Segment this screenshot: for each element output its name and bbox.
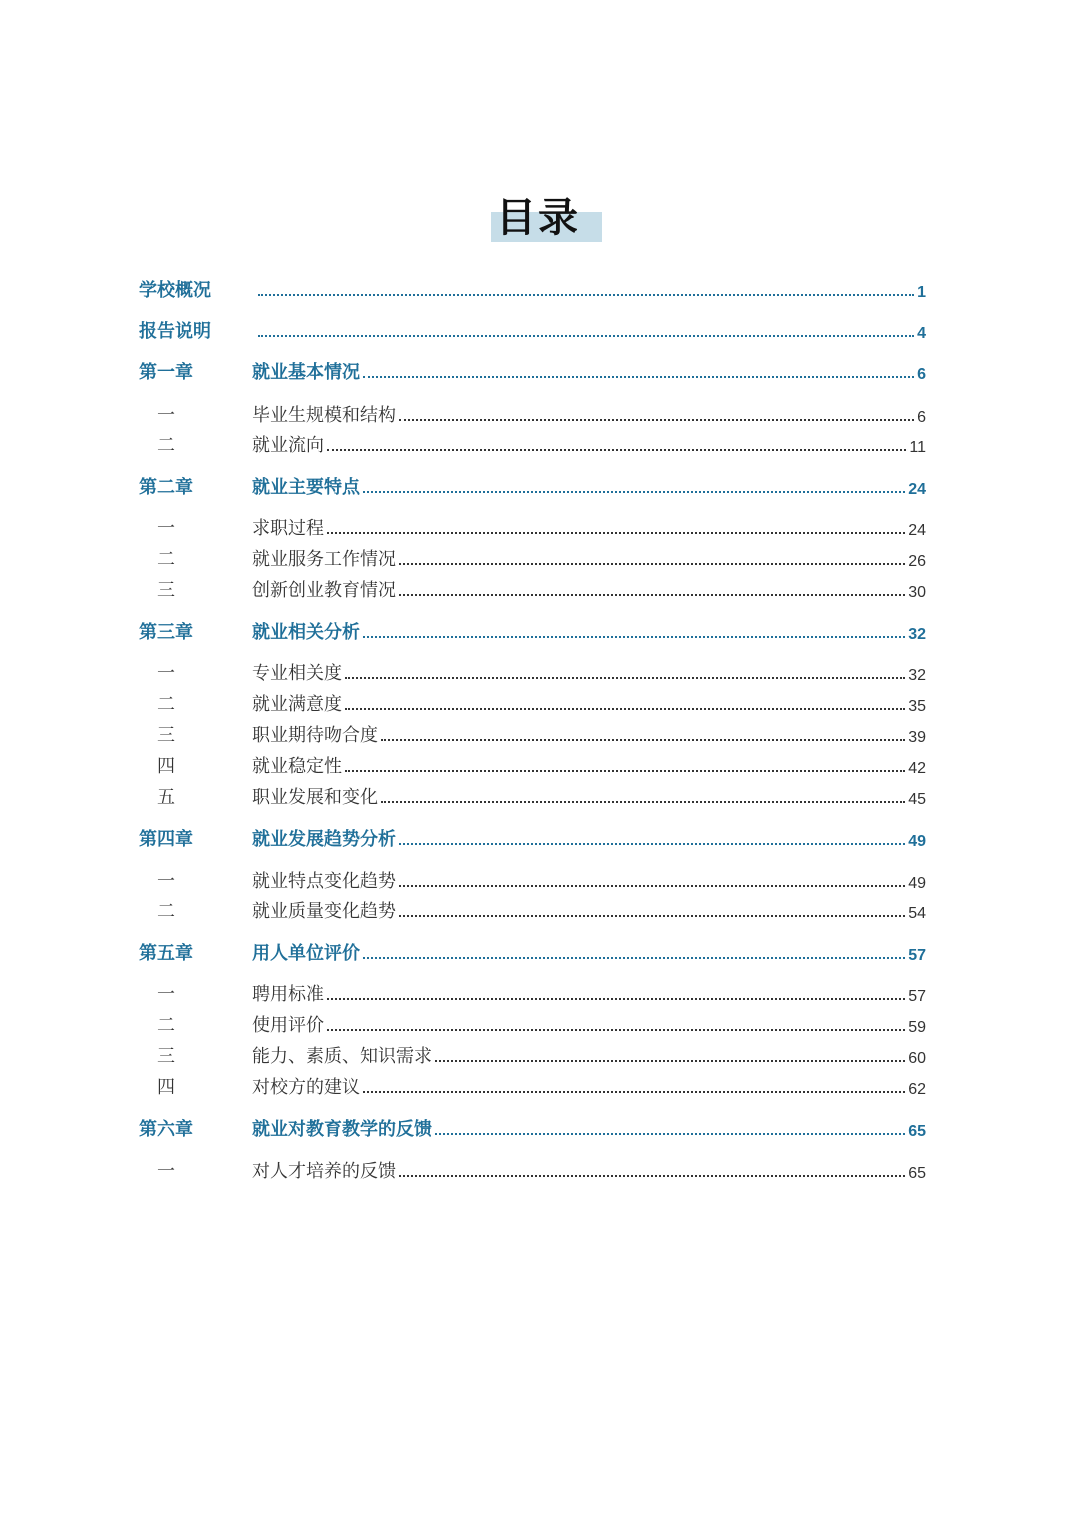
dot-leader (399, 885, 905, 887)
toc-entry-page-number: 6 (917, 409, 926, 426)
dot-leader (399, 563, 905, 565)
dot-leader (363, 957, 905, 959)
toc-entry-label: 使用评价 (252, 1015, 324, 1036)
toc-entry-page-number: 57 (908, 988, 926, 1005)
toc-entry-number: 第二章 (139, 477, 193, 498)
dot-leader (435, 1060, 905, 1062)
toc-entry-number: 五 (157, 787, 175, 808)
toc-entry-number: 一 (157, 405, 175, 426)
dot-leader (327, 1029, 905, 1031)
dot-leader (399, 594, 905, 596)
toc-entry-label: 求职过程 (252, 518, 324, 539)
toc-entry-label: 职业期待吻合度 (252, 725, 378, 746)
dot-leader (435, 1133, 905, 1135)
toc-chapter-entry[interactable] (139, 473, 926, 499)
toc-entry-label: 就业主要特点 (252, 477, 360, 498)
toc-entry-label: 职业发展和变化 (252, 787, 378, 808)
dot-leader (345, 677, 905, 679)
dot-leader (399, 419, 914, 421)
toc-entry-number: 第三章 (139, 622, 193, 643)
toc-entry-number: 一 (157, 1161, 175, 1182)
toc-subsection-entry[interactable] (139, 783, 926, 809)
toc-entry-number: 三 (157, 580, 175, 601)
toc-section-entry[interactable] (139, 276, 926, 302)
toc-entry-label: 就业服务工作情况 (252, 549, 396, 570)
toc-entry-number: 一 (157, 663, 175, 684)
dot-leader (327, 449, 906, 451)
toc-title-block (0, 192, 1080, 248)
toc-entry-label: 就业特点变化趋势 (252, 871, 396, 892)
toc-subsection-entry[interactable] (139, 545, 926, 571)
toc-entry-page-number: 26 (908, 553, 926, 570)
toc-entry-label: 对人才培养的反馈 (252, 1161, 396, 1182)
toc-entry-number: 二 (157, 435, 175, 456)
toc-entry-label: 创新创业教育情况 (252, 580, 396, 601)
toc-entry-number: 四 (157, 756, 175, 777)
toc-entry-page-number: 65 (908, 1165, 926, 1182)
toc-entry-page-number: 32 (908, 626, 926, 643)
toc-entry-label: 就业满意度 (252, 694, 342, 715)
toc-entry-number: 一 (157, 871, 175, 892)
toc-subsection-entry[interactable] (139, 980, 926, 1006)
toc-entry-page-number: 42 (908, 760, 926, 777)
toc-entry-number: 报告说明 (139, 321, 211, 342)
toc-entry-page-number: 11 (909, 439, 926, 456)
toc-entry-label: 就业相关分析 (252, 622, 360, 643)
page-title: 目录 (496, 195, 580, 241)
toc-entry-number: 第四章 (139, 829, 193, 850)
toc-entry-page-number: 30 (908, 584, 926, 601)
toc-subsection-entry[interactable] (139, 659, 926, 685)
toc-subsection-entry[interactable] (139, 401, 926, 427)
toc-chapter-entry[interactable] (139, 618, 926, 644)
toc-entry-label: 就业基本情况 (252, 362, 360, 383)
toc-subsection-entry[interactable] (139, 1073, 926, 1099)
dot-leader (345, 708, 905, 710)
toc-entry-page-number: 39 (908, 729, 926, 746)
toc-chapter-entry[interactable] (139, 1115, 926, 1141)
toc-entry-number: 二 (157, 901, 175, 922)
dot-leader (258, 294, 914, 296)
toc-entry-page-number: 60 (908, 1050, 926, 1067)
toc-entry-number: 一 (157, 518, 175, 539)
toc-entry-number: 三 (157, 725, 175, 746)
toc-entry-page-number: 1 (917, 284, 926, 301)
toc-entry-page-number: 45 (908, 791, 926, 808)
toc-entry-page-number: 32 (908, 667, 926, 684)
toc-entry-page-number: 24 (908, 481, 926, 498)
toc-entry-page-number: 49 (908, 833, 926, 850)
toc-entry-page-number: 65 (908, 1123, 926, 1140)
dot-leader (363, 1091, 905, 1093)
toc-subsection-entry[interactable] (139, 721, 926, 747)
dot-leader (399, 1175, 905, 1177)
toc-subsection-entry[interactable] (139, 1042, 926, 1068)
toc-chapter-entry[interactable] (139, 358, 926, 384)
toc-entry-label: 用人单位评价 (252, 943, 360, 964)
toc-chapter-entry[interactable] (139, 825, 926, 851)
toc-entry-number: 第六章 (139, 1119, 193, 1140)
dot-leader (399, 843, 905, 845)
toc-entry-page-number: 59 (908, 1019, 926, 1036)
toc-subsection-entry[interactable] (139, 514, 926, 540)
toc-entry-label: 就业发展趋势分析 (252, 829, 396, 850)
dot-leader (327, 998, 905, 1000)
toc-entry-label: 毕业生规模和结构 (252, 405, 396, 426)
toc-entry-label: 就业稳定性 (252, 756, 342, 777)
toc-section-entry[interactable] (139, 317, 926, 343)
dot-leader (363, 376, 914, 378)
toc-entry-label: 就业对教育教学的反馈 (252, 1119, 432, 1140)
dot-leader (363, 491, 905, 493)
toc-entry-page-number: 62 (908, 1081, 926, 1098)
toc-subsection-entry[interactable] (139, 867, 926, 893)
toc-entry-number: 第五章 (139, 943, 193, 964)
toc-entry-page-number: 6 (917, 366, 926, 383)
toc-subsection-entry[interactable] (139, 1157, 926, 1183)
toc-subsection-entry[interactable] (139, 897, 926, 923)
dot-leader (381, 801, 905, 803)
toc-entry-number: 四 (157, 1077, 175, 1098)
toc-entry-label: 能力、素质、知识需求 (252, 1046, 432, 1067)
dot-leader (327, 532, 905, 534)
toc-entry-page-number: 24 (908, 522, 926, 539)
toc-entry-label: 就业流向 (252, 435, 324, 456)
toc-entry-page-number: 54 (908, 905, 926, 922)
toc-entry-page-number: 35 (908, 698, 926, 715)
toc-entry-label: 就业质量变化趋势 (252, 901, 396, 922)
dot-leader (399, 915, 905, 917)
toc-subsection-entry[interactable] (139, 431, 926, 457)
toc-entry-number: 一 (157, 984, 175, 1005)
toc-entry-page-number: 49 (908, 875, 926, 892)
dot-leader (381, 739, 905, 741)
toc-entry-label: 专业相关度 (252, 663, 342, 684)
dot-leader (363, 636, 905, 638)
dot-leader (258, 335, 914, 337)
toc-entry-page-number: 57 (908, 947, 926, 964)
toc-entry-number: 二 (157, 1015, 175, 1036)
toc-subsection-entry[interactable] (139, 1011, 926, 1037)
toc-entry-number: 第一章 (139, 362, 193, 383)
toc-entry-number: 三 (157, 1046, 175, 1067)
toc-chapter-entry[interactable] (139, 939, 926, 965)
toc-entry-label: 对校方的建议 (252, 1077, 360, 1098)
toc-subsection-entry[interactable] (139, 576, 926, 602)
toc-entry-label: 聘用标准 (252, 984, 324, 1005)
toc-entry-number: 二 (157, 549, 175, 570)
toc-subsection-entry[interactable] (139, 752, 926, 778)
dot-leader (345, 770, 905, 772)
toc-subsection-entry[interactable] (139, 690, 926, 716)
toc-entry-page-number: 4 (917, 325, 926, 342)
toc-entry-number: 二 (157, 694, 175, 715)
toc-entry-number: 学校概况 (139, 280, 211, 301)
